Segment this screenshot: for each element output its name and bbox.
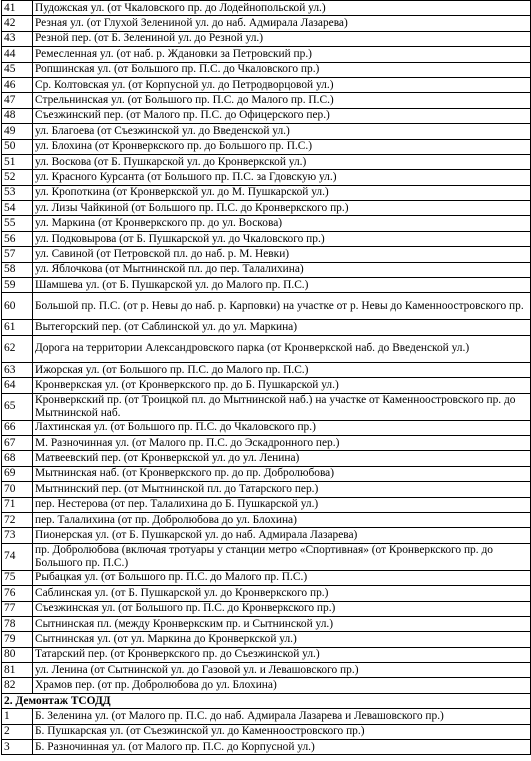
street-description: ул. Яблочкова (от Мытнинской пл. до пер. Талалихина) [33, 262, 531, 277]
table-row [2, 335, 531, 362]
street-description: Кронверкская ул. (от Кронверкского пр. до Б. Пушкарской ул.) [33, 378, 531, 393]
row-number: 53 [2, 185, 33, 200]
table-row [2, 678, 531, 693]
row-number: 72 [2, 512, 33, 527]
street-description: Б. Пушкарская ул. (от Съезжинской ул. до Каменноостровского пр.) [33, 724, 531, 739]
row-number: 45 [2, 62, 33, 77]
document-page [1, 0, 530, 755]
street-description: Ремесленная ул. (от наб. р. Ждановки за Петровский пр.) [33, 47, 531, 62]
row-number: 76 [2, 586, 33, 601]
street-description: ул. Подковырова (от Б. Пушкарской ул. до Чкаловского пр.) [33, 231, 531, 246]
table-row [2, 320, 531, 335]
street-description: ул. Савиной (от Петровской пл. до наб. р. М. Невки) [33, 247, 531, 262]
table-row [2, 616, 531, 631]
row-number: 82 [2, 678, 33, 693]
row-number: 41 [2, 1, 33, 16]
table-row [2, 435, 531, 450]
street-description: Ижорская ул. (от Большого пр. П.С. до Малого пр. П.С.) [33, 362, 531, 377]
table-row [2, 663, 531, 678]
street-description: ул. Красного Курсанта (от Большого пр. П.С. за Гдовскую ул.) [33, 170, 531, 185]
street-description: Татарский пер. (от Кронверкского пр. до Съезжинской ул.) [33, 647, 531, 662]
street-description: Матвеевский пер. (от Кронверкской ул. до ул. Ленина) [33, 451, 531, 466]
row-number: 52 [2, 170, 33, 185]
street-description: ул. Воскова (от Б. Пушкарской ул. до Кронверкской ул.) [33, 154, 531, 169]
street-description: ул. Ленина (от Сытнинской ул. до Газовой ул. и Левашовского пр.) [33, 663, 531, 678]
street-description: Съезжинский пер. (от Малого пр. П.С. до Офицерского пер.) [33, 108, 531, 123]
street-description: Лахтинская ул. (от Большого пр. П.С. до Чкаловского пр.) [33, 420, 531, 435]
street-description: Вытегорский пер. (от Саблинской ул. до ул. Маркина) [33, 320, 531, 335]
row-number: 59 [2, 278, 33, 293]
table-row [2, 262, 531, 277]
row-number: 68 [2, 451, 33, 466]
row-number: 44 [2, 47, 33, 62]
table-row [2, 632, 531, 647]
section-header-row [2, 693, 531, 708]
table-row [2, 247, 531, 262]
table-row [2, 124, 531, 139]
table-row [2, 293, 531, 320]
street-description: Сытнинская пл. (между Кронверкским пр. и Сытнинской ул.) [33, 616, 531, 631]
row-number: 67 [2, 435, 33, 450]
table-row [2, 393, 531, 420]
street-description: Ср. Колтовская ул. (от Корпусной ул. до Петродворцовой ул.) [33, 77, 531, 92]
row-number: 50 [2, 139, 33, 154]
row-number: 69 [2, 466, 33, 481]
table-row [2, 170, 531, 185]
street-description: Резная ул. (от Глухой Зелениной ул. до наб. Адмирала Лазарева) [33, 16, 531, 31]
row-number: 62 [2, 335, 33, 362]
street-description: Ропшинская ул. (от Большого пр. П.С. до Чкаловского пр.) [33, 62, 531, 77]
row-number: 55 [2, 216, 33, 231]
row-number: 64 [2, 378, 33, 393]
street-description: Резной пер. (от Б. Зелениной ул. до Резной ул.) [33, 31, 531, 46]
street-description: ул. Лизы Чайкиной (от Большого пр. П.С. до Кронверкского пр.) [33, 201, 531, 216]
table-row [2, 154, 531, 169]
row-number: 57 [2, 247, 33, 262]
table-row [2, 201, 531, 216]
table-row [2, 139, 531, 154]
row-number: 80 [2, 647, 33, 662]
street-description: Большой пр. П.С. (от р. Невы до наб. р. Карповки) на участке от р. Невы до Каменноостровского пр. [33, 293, 531, 320]
table-row [2, 601, 531, 616]
table-row [2, 724, 531, 739]
row-number: 63 [2, 362, 33, 377]
row-number: 58 [2, 262, 33, 277]
street-description: Б. Зеленина ул. (от Малого пр. П.С. до наб. Адмирала Лазарева и Левашовского пр.) [33, 709, 531, 724]
table-row [2, 512, 531, 527]
street-description: пр. Добролюбова (включая тротуары у станции метро «Спортивная» (от Кронверкского пр. до Большого пр. П.С.) [33, 543, 531, 570]
table-row [2, 466, 531, 481]
row-number: 61 [2, 320, 33, 335]
table-row [2, 740, 531, 755]
row-number: 73 [2, 528, 33, 543]
street-description: Кронверкский пр. (от Троицкой пл. до Мытнинской наб.) на участке от Каменноостровского пр. до Мытнинской наб. [33, 393, 531, 420]
row-number: 81 [2, 663, 33, 678]
table-row [2, 528, 531, 543]
section-title: 2. Демонтаж ТСОДД [2, 693, 531, 708]
row-number: 49 [2, 124, 33, 139]
street-description: Съезжинская ул. (от Большого пр. П.С. до Кронверкского пр.) [33, 601, 531, 616]
row-number: 47 [2, 93, 33, 108]
row-number: 54 [2, 201, 33, 216]
table-row [2, 93, 531, 108]
table-row [2, 16, 531, 31]
street-description: пер. Нестерова (от пер. Талалихина до Б. Пушкарской ул.) [33, 497, 531, 512]
table-row [2, 420, 531, 435]
row-number: 70 [2, 482, 33, 497]
table-row [2, 216, 531, 231]
street-description: Саблинская ул. (от Б. Пушкарской ул. до Кронверкского пр.) [33, 586, 531, 601]
table-row [2, 709, 531, 724]
streets-table-body [2, 1, 531, 755]
table-row [2, 108, 531, 123]
street-description: Пудожская ул. (от Чкаловского пр. до Лодейнопольской ул.) [33, 1, 531, 16]
street-description: ул. Кропоткина (от Кронверкской ул. до М. Пушкарской ул.) [33, 185, 531, 200]
street-description: ул. Блохина (от Кронверкского пр. до Большого пр. П.С.) [33, 139, 531, 154]
table-row [2, 570, 531, 585]
row-number: 48 [2, 108, 33, 123]
row-number: 77 [2, 601, 33, 616]
table-row [2, 47, 531, 62]
row-number: 71 [2, 497, 33, 512]
row-number: 60 [2, 293, 33, 320]
table-row [2, 497, 531, 512]
table-row [2, 62, 531, 77]
street-description: Мытнинский пер. (от Мытнинской пл. до Татарского пер.) [33, 482, 531, 497]
table-row [2, 378, 531, 393]
street-description: Шамшева ул. (от Б. Пушкарской ул. до Малого пр. П.С.) [33, 278, 531, 293]
street-description: Пионерская ул. (от Б. Пушкарской ул. до наб. Адмирала Лазарева) [33, 528, 531, 543]
table-row [2, 482, 531, 497]
table-row [2, 647, 531, 662]
row-number: 74 [2, 543, 33, 570]
row-number: 79 [2, 632, 33, 647]
table-row [2, 77, 531, 92]
row-number: 56 [2, 231, 33, 246]
street-description: Дорога на территории Александровского парка (от Кронверкской наб. до Введенской ул.) [33, 335, 531, 362]
row-number: 66 [2, 420, 33, 435]
table-row [2, 231, 531, 246]
table-row [2, 543, 531, 570]
row-number: 2 [2, 724, 33, 739]
row-number: 65 [2, 393, 33, 420]
table-row [2, 278, 531, 293]
street-description: Сытнинская ул. (от ул. Маркина до Кронверкской ул.) [33, 632, 531, 647]
street-description: Мытнинская наб. (от Кронверкского пр. до пр. Добролюбова) [33, 466, 531, 481]
street-description: ул. Маркина (от Кронверкского пр. до ул. Воскова) [33, 216, 531, 231]
table-row [2, 31, 531, 46]
street-description: Стрельнинская ул. (от Большого пр. П.С. до Малого пр. П.С.) [33, 93, 531, 108]
street-description: Храмов пер. (от пр. Добролюбова до ул. Блохина) [33, 678, 531, 693]
street-description: пер. Талалихина (от пр. Добролюбова до ул. Блохина) [33, 512, 531, 527]
row-number: 3 [2, 740, 33, 755]
row-number: 46 [2, 77, 33, 92]
street-description: ул. Благоева (от Съезжинской ул. до Введенской ул.) [33, 124, 531, 139]
table-row [2, 362, 531, 377]
row-number: 42 [2, 16, 33, 31]
row-number: 75 [2, 570, 33, 585]
row-number: 51 [2, 154, 33, 169]
row-number: 43 [2, 31, 33, 46]
row-number: 78 [2, 616, 33, 631]
street-description: М. Разночинная ул. (от Малого пр. П.С. до Эскадронного пер.) [33, 435, 531, 450]
streets-table [1, 0, 531, 755]
row-number: 1 [2, 709, 33, 724]
table-row [2, 1, 531, 16]
table-row [2, 185, 531, 200]
street-description: Рыбацкая ул. (от Большого пр. П.С. до Малого пр. П.С.) [33, 570, 531, 585]
street-description: Б. Разночинная ул. (от Малого пр. П.С. до Корпусной ул.) [33, 740, 531, 755]
table-row [2, 586, 531, 601]
table-row [2, 451, 531, 466]
